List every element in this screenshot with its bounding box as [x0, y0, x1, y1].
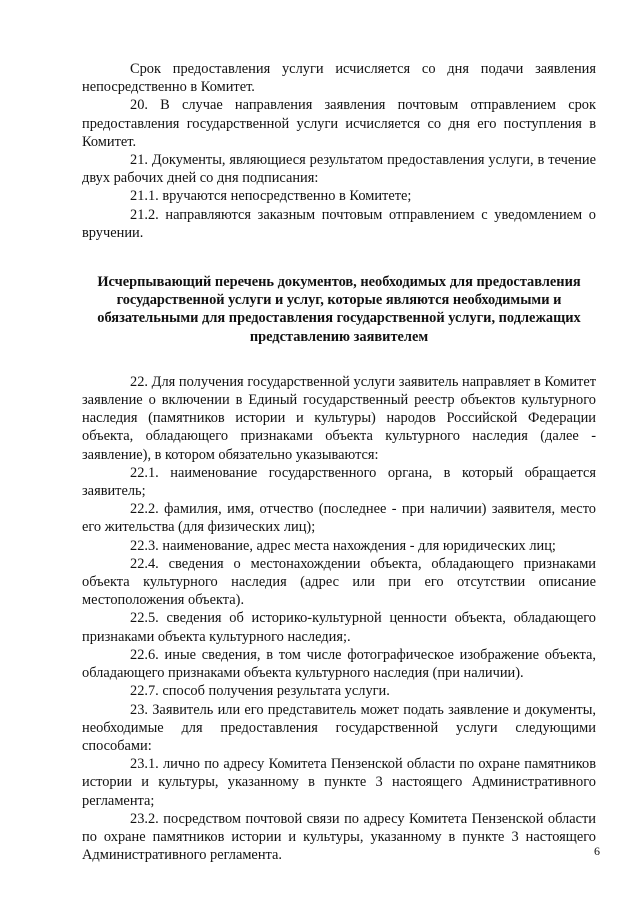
paragraph-22-3: 22.3. наименование, адрес места нахождения - для юридических лиц; [130, 537, 556, 554]
paragraph-22-1: 22.1. наименование государственного органа, в который обращается заявитель; [82, 464, 596, 500]
paragraph-21-1: 21.1. вручаются непосредственно в Комитете; [130, 188, 412, 205]
paragraph-22-7: 22.7. способ получения результата услуги. [130, 683, 390, 700]
page-number: 6 [594, 844, 600, 858]
paragraph-20: 20. В случае направления заявления почтовым отправлением срок предоставления государственной услуги исчисляется со дня его поступления в Комитет. [82, 97, 596, 150]
paragraph-term-of-service: Срок предоставления услуги исчисляется со дня подачи заявления непосредственно в Комитет. [82, 61, 596, 96]
paragraph-23-2: 23.2. посредством почтовой связи по адресу Комитета Пензенской области по охране памятников истории и культуры, указанному в пункте 3 настоящего Административного регламента. [82, 810, 596, 864]
paragraph-22-2: 22.2. фамилия, имя, отчество (последнее - при наличии) заявителя, место его жительства (для физических лиц); [82, 501, 596, 536]
paragraph-22-6: 22.6. иные сведения, в том числе фотографическое изображение объекта, обладающего признаками объекта культурного наследия (при наличии). [82, 646, 596, 682]
paragraph-23-1: 23.1. лично по адресу Комитета Пензенской области по охране памятников истории и культуры, указанному в пункте 3 настоящего Административного регламента; [82, 756, 596, 809]
document-page [82, 60, 596, 864]
paragraph-21: 21. Документы, являющиеся результатом предоставления услуги, в течение двух рабочих дней со дня подписания: [82, 152, 596, 187]
paragraph-22: 22. Для получения государственной услуги заявитель направляет в Комитет заявление о включении в Единый государственный реестр объектов культурного наследия (памятников истории и культуры) народов Российской Федерации объекта, обладающего признаками объекта культурного наследия (далее - заявление), в котором обязательно указываются: [82, 373, 596, 463]
section-heading: Исчерпывающий перечень документов, необходимых для предоставления государственной услуги и услуг, которые являются необходимыми и обязательными для предоставления государственной услуги, подлежащих представлению заявителем [97, 274, 581, 345]
paragraph-21-2: 21.2. направляются заказным почтовым отправлением с уведомлением о вручении. [82, 206, 596, 241]
paragraph-23: 23. Заявитель или его представитель может подать заявление и документы, необходимые для предоставления государственной услуги следующими способами: [82, 701, 596, 754]
paragraph-22-5: 22.5. сведения об историко-культурной ценности объекта, обладающего признаками объекта культурного наследия;. [82, 610, 596, 645]
paragraph-22-4: 22.4. сведения о местонахождении объекта, обладающего признаками объекта культурного наследия (адрес или при его отсутствии описание местоположения объекта). [82, 555, 596, 609]
